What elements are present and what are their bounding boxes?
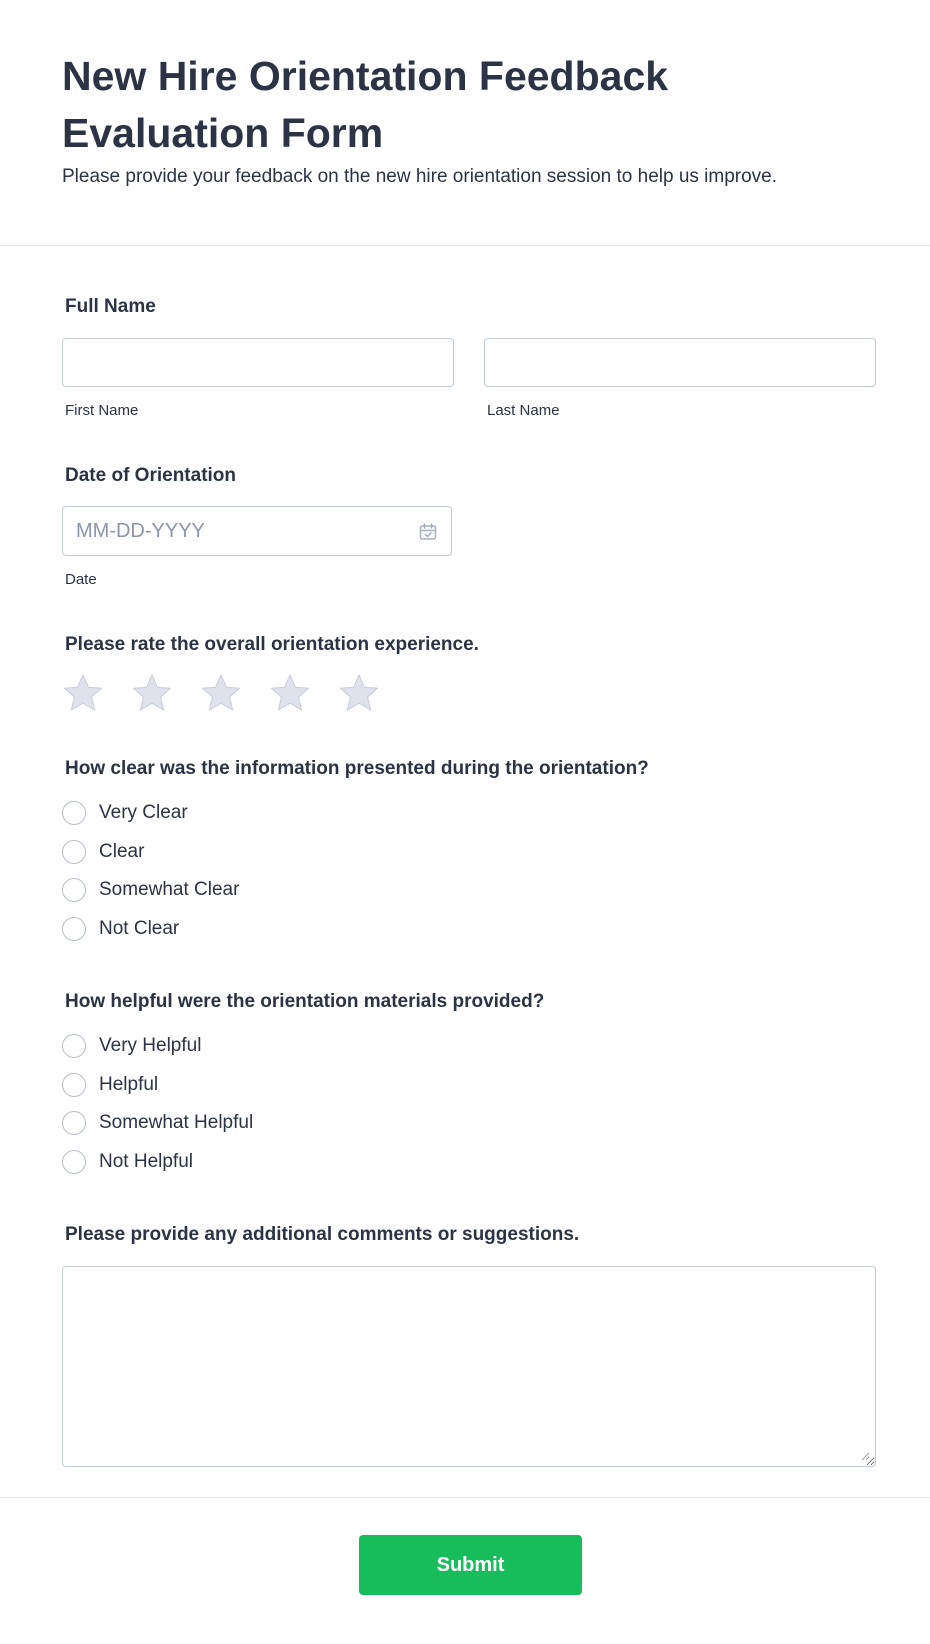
radio-label: Somewhat Clear xyxy=(99,879,240,900)
comments-label: Please provide any additional comments or suggestions. xyxy=(65,1224,580,1245)
first-name-sublabel: First Name xyxy=(65,402,139,419)
materials-option[interactable] xyxy=(62,1108,462,1138)
clarity-option[interactable] xyxy=(62,914,462,944)
radio-button[interactable] xyxy=(62,801,86,825)
radio-label: Very Clear xyxy=(99,802,188,823)
clarity-option[interactable] xyxy=(62,798,462,828)
last-name-input[interactable] xyxy=(484,338,876,387)
materials-option[interactable] xyxy=(62,1031,462,1061)
full-name-label: Full Name xyxy=(65,296,156,317)
date-input[interactable] xyxy=(62,506,452,556)
radio-button[interactable] xyxy=(62,1073,86,1097)
form-subtitle: Please provide your feedback on the new hire orientation session to help us improve. xyxy=(62,166,778,187)
star-icon[interactable] xyxy=(62,672,104,714)
clarity-question-label: How clear was the information presented during the orientation? xyxy=(65,758,649,779)
radio-button[interactable] xyxy=(62,878,86,902)
footer-divider xyxy=(0,1497,930,1498)
star-icon[interactable] xyxy=(269,672,311,714)
materials-option[interactable] xyxy=(62,1147,462,1177)
star-icon[interactable] xyxy=(131,672,173,714)
star-rating xyxy=(62,672,392,714)
materials-option[interactable] xyxy=(62,1070,462,1100)
radio-label: Not Helpful xyxy=(99,1150,193,1172)
star-icon[interactable] xyxy=(200,672,242,714)
date-placeholder: MM-DD-YYYY xyxy=(76,520,205,542)
radio-label: Helpful xyxy=(99,1073,159,1095)
resize-handle-icon[interactable] xyxy=(860,1451,870,1461)
submit-button[interactable]: Submit xyxy=(359,1535,582,1595)
radio-label: Clear xyxy=(99,840,145,862)
materials-question-label: How helpful were the orientation materials provided? xyxy=(65,991,545,1012)
radio-label: Not Clear xyxy=(99,917,180,939)
radio-label: Very Helpful xyxy=(99,1035,202,1056)
radio-button[interactable] xyxy=(62,917,86,941)
form-title: New Hire Orientation Feedback Evaluation Form xyxy=(62,53,669,156)
radio-button[interactable] xyxy=(62,1034,86,1058)
comments-textarea[interactable] xyxy=(62,1266,876,1467)
clarity-option[interactable] xyxy=(62,837,462,867)
radio-label: Somewhat Helpful xyxy=(99,1112,254,1133)
date-label: Date of Orientation xyxy=(65,465,237,486)
rating-label: Please rate the overall orientation experience. xyxy=(65,634,479,655)
radio-button[interactable] xyxy=(62,1150,86,1174)
radio-button[interactable] xyxy=(62,1111,86,1135)
radio-button[interactable] xyxy=(62,840,86,864)
first-name-input[interactable] xyxy=(62,338,454,387)
clarity-option[interactable] xyxy=(62,875,462,905)
form-header xyxy=(0,0,930,246)
date-sublabel: Date xyxy=(65,571,97,588)
star-icon[interactable] xyxy=(338,672,380,714)
last-name-sublabel: Last Name xyxy=(487,402,560,419)
calendar-icon[interactable] xyxy=(418,522,438,542)
